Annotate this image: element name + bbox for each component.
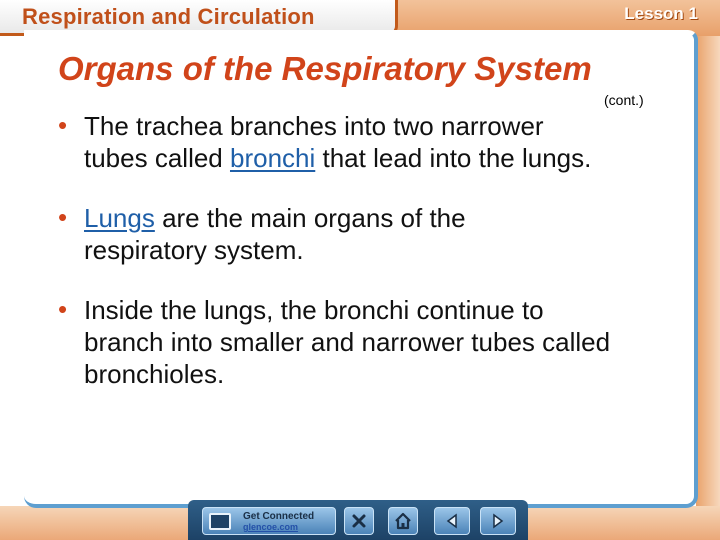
- glencoe-link[interactable]: glencoe.com: [243, 522, 299, 532]
- next-button[interactable]: [480, 507, 516, 535]
- bullet-item: [58, 110, 604, 174]
- next-arrow-icon: [490, 513, 506, 529]
- bullet-text: Inside the lungs, the bronchi continue to branch into smaller and narrower tubes called bronchioles.: [84, 295, 611, 389]
- get-connected-label: [243, 511, 314, 533]
- bullet-text: that lead into the lungs.: [315, 143, 592, 173]
- term-link-bronchi[interactable]: bronchi: [229, 143, 316, 173]
- bullet-item: [58, 202, 574, 266]
- close-icon: [351, 513, 367, 529]
- bullet-dot: •: [58, 202, 68, 232]
- previous-arrow-icon: [444, 513, 460, 529]
- section-title: Respiration and Circulation: [22, 4, 315, 29]
- navigation-bar: [188, 500, 528, 540]
- get-connected-text: Get Connected: [243, 511, 315, 522]
- bullet-list: [58, 110, 638, 390]
- frame-right: [696, 36, 720, 540]
- home-icon: [394, 512, 412, 530]
- bullet-text: are the main organs of the respiratory system.: [84, 203, 466, 265]
- term-link-lungs[interactable]: Lungs: [84, 203, 155, 233]
- bullet-item: [58, 294, 624, 390]
- close-button[interactable]: [344, 507, 374, 535]
- slide-title: Organs of the Respiratory System: [58, 50, 592, 87]
- previous-button[interactable]: [434, 507, 470, 535]
- lesson-label: Lesson 1: [624, 4, 698, 23]
- bullet-text: The trachea branches into two narrower tubes called: [84, 111, 544, 173]
- computer-monitor-icon: [209, 513, 231, 530]
- get-connected-button[interactable]: [202, 507, 336, 535]
- home-button[interactable]: [388, 507, 418, 535]
- bullet-dot: •: [58, 294, 68, 324]
- continuation-note: (cont.): [604, 92, 644, 108]
- bullet-dot: •: [58, 110, 68, 140]
